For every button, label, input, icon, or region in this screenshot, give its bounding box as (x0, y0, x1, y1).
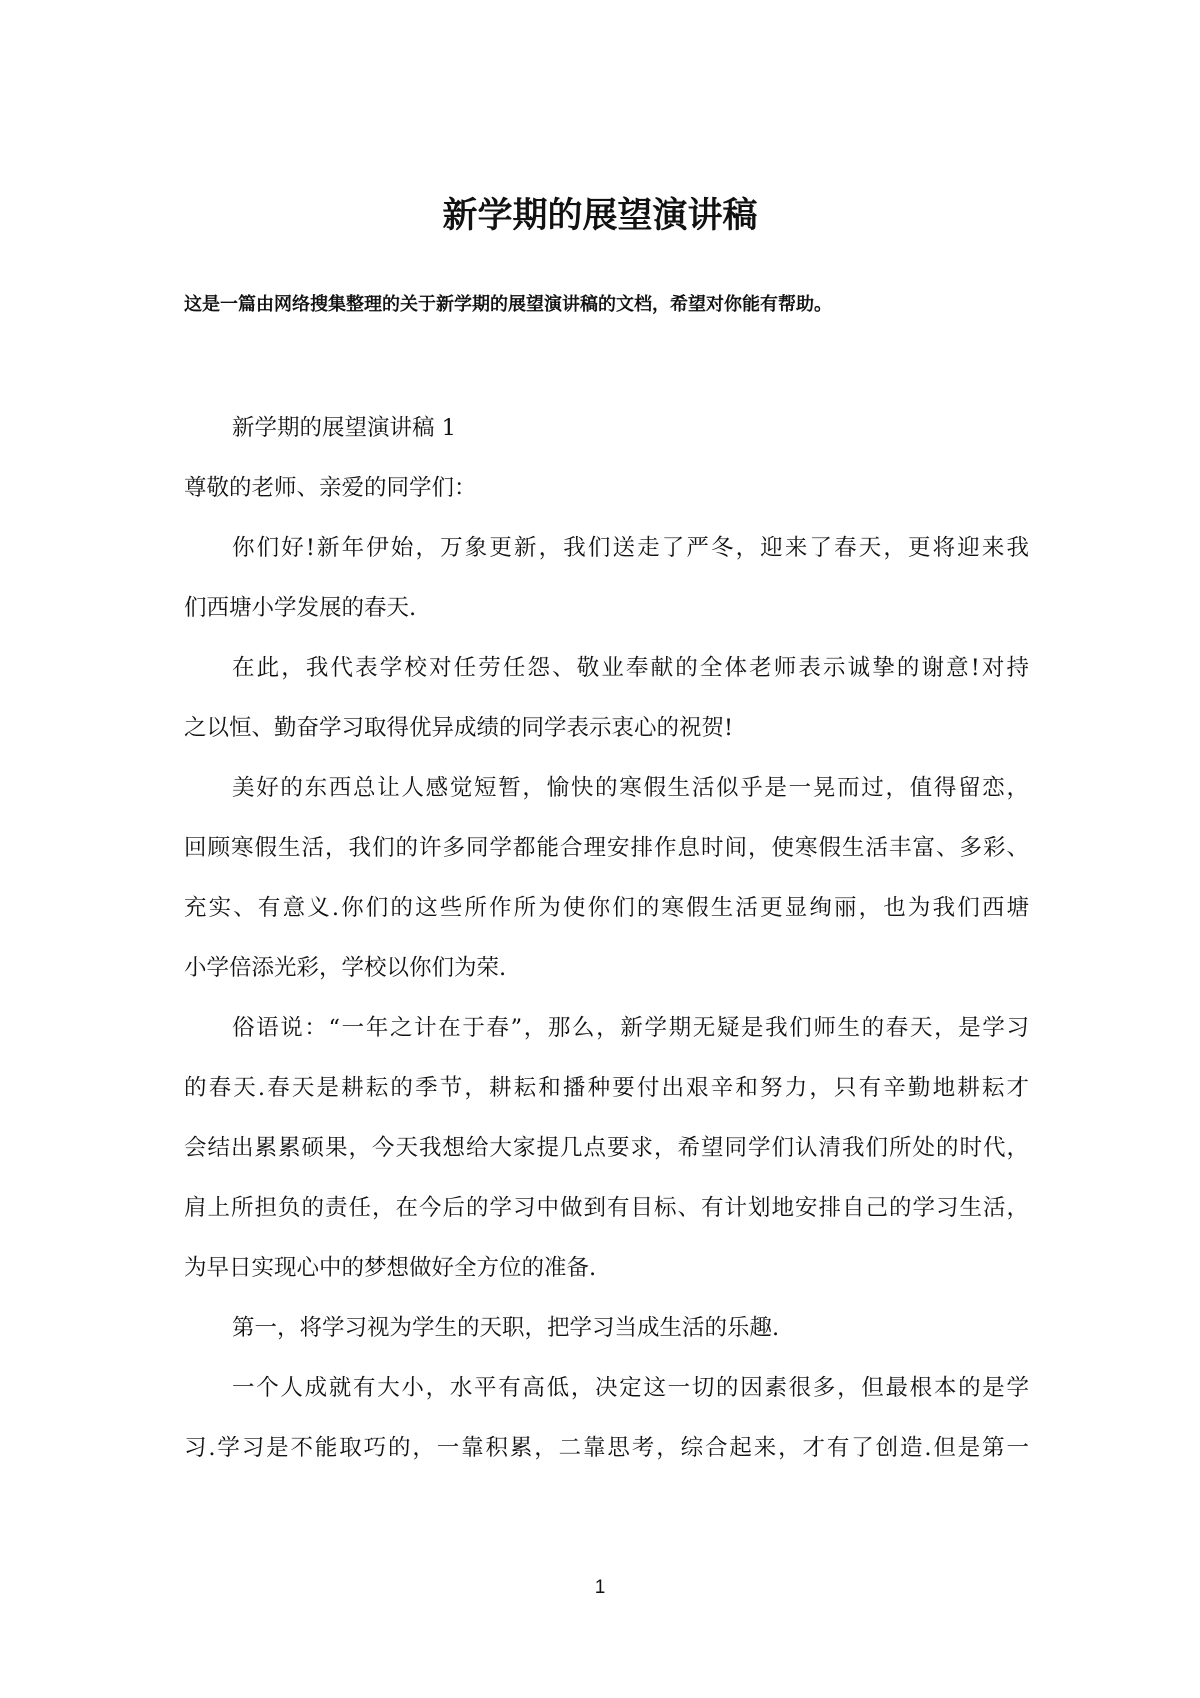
body-line: 你们好!新年伊始，万象更新，我们送走了严冬，迎来了春天，更将迎来我 (232, 535, 1029, 561)
body-line: 俗语说：“一年之计在于春”，那么，新学期无疑是我们师生的春天，是学习 (232, 1015, 1029, 1041)
body-line: 在此，我代表学校对任劳任怨、敬业奉献的全体老师表示诚挚的谢意!对持 (232, 655, 1029, 681)
body-line: 回顾寒假生活，我们的许多同学都能合理安排作息时间，使寒假生活丰富、多彩、 (184, 835, 1029, 861)
document-intro: 这是一篇由网络搜集整理的关于新学期的展望演讲稿的文档，希望对你能有帮助。 (184, 294, 832, 315)
page-number: 1 (594, 1577, 606, 1598)
body-line: 第一，将学习视为学生的天职，把学习当成生活的乐趣. (232, 1315, 780, 1341)
body-line: 肩上所担负的责任，在今后的学习中做到有目标、有计划地安排自己的学习生活， (184, 1195, 1029, 1221)
body-line: 习.学习是不能取巧的，一靠积累，二靠思考，综合起来，才有了创造.但是第一 (184, 1435, 1029, 1461)
document-body (184, 398, 1029, 1478)
body-line: 小学倍添光彩，学校以你们为荣. (184, 955, 507, 981)
body-line: 之以恒、勤奋学习取得优异成绩的同学表示衷心的祝贺! (184, 715, 734, 741)
body-line: 充实、有意义.你们的这些所作所为使你们的寒假生活更显绚丽，也为我们西塘 (184, 895, 1029, 921)
body-line: 为早日实现心中的梦想做好全方位的准备. (184, 1255, 597, 1281)
document-title: 新学期的展望演讲稿 (442, 196, 758, 236)
salutation-line: 尊敬的老师、亲爱的同学们： (184, 475, 477, 501)
body-line: 的春天.春天是耕耘的季节，耕耘和播种要付出艰辛和努力，只有辛勤地耕耘才 (184, 1075, 1029, 1101)
body-line: 们西塘小学发展的春天. (184, 595, 417, 621)
section-heading: 新学期的展望演讲稿 1 (232, 415, 456, 441)
body-line: 一个人成就有大小，水平有高低，决定这一切的因素很多，但最根本的是学 (232, 1375, 1029, 1401)
body-line: 美好的东西总让人感觉短暂，愉快的寒假生活似乎是一晃而过，值得留恋， (232, 775, 1029, 801)
body-line: 会结出累累硕果，今天我想给大家提几点要求，希望同学们认清我们所处的时代， (184, 1135, 1029, 1161)
